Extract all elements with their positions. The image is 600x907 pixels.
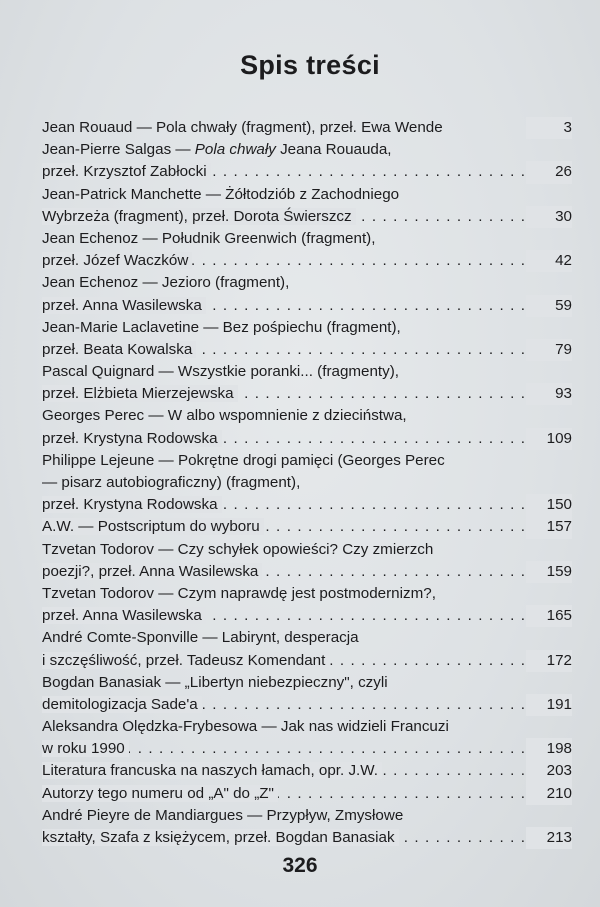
toc-line <box>42 783 572 805</box>
toc-entry-text: poezji?, przeł. Anna Wasilewska <box>42 563 262 580</box>
toc-page-number: 79 <box>526 339 572 361</box>
toc-page-number: 42 <box>526 250 572 272</box>
toc-line <box>42 650 572 672</box>
toc-entry-text: przeł. Krystyna Rodowska <box>42 496 222 513</box>
toc-line <box>42 317 572 339</box>
toc-line <box>42 361 572 383</box>
toc-entry-text-part: Jean-Pierre Salgas — <box>42 141 195 159</box>
toc-entry-text: Wybrzeża (fragment), przeł. Dorota Świerszcz <box>42 208 356 225</box>
toc-entry-text: — pisarz autobiograficzny) (fragment), <box>42 474 301 491</box>
toc-entry-text: przeł. Beata Kowalska <box>42 341 196 358</box>
toc-entry-text: Autorzy tego numeru od „A" do „Z" <box>42 785 278 802</box>
toc-entry-text: Aleksandra Olędzka-Frybesowa — Jak nas widzieli Francuzi <box>42 718 449 736</box>
toc-entry-text: i szczęśliwość, przeł. Tadeusz Komendant <box>42 652 329 669</box>
toc-line <box>42 428 572 450</box>
toc-page-number: 59 <box>526 295 572 317</box>
page-title: Spis treści <box>240 50 380 80</box>
toc-line <box>42 339 572 361</box>
toc-entry-text: Literatura francuska na naszych łamach, opr. J.W. <box>42 762 382 779</box>
toc-page-number: 198 <box>526 738 572 760</box>
toc-page-number: 191 <box>526 694 572 716</box>
toc-entry-text: demitologizacja Sade'a <box>42 696 202 713</box>
toc-line <box>42 494 572 516</box>
toc-page-number: 157 <box>526 516 572 538</box>
toc-line <box>42 760 572 782</box>
toc-page-number: 93 <box>526 383 572 405</box>
toc-entry-text: André Pieyre de Mandiargues — Przypływ, Zmysłowe <box>42 806 404 824</box>
toc-entry-text: przeł. Józef Waczków <box>42 252 192 269</box>
toc-page-number: 213 <box>526 827 572 849</box>
toc-entry-text: Pascal Quignard — Wszystkie poranki... (fragmenty), <box>42 363 400 381</box>
toc-line <box>42 805 572 827</box>
toc-page-number: 203 <box>526 760 572 782</box>
toc-line <box>42 694 572 716</box>
toc-page-number: 3 <box>526 117 572 139</box>
toc-line <box>42 561 572 583</box>
toc-line <box>42 139 572 161</box>
table-of-contents <box>42 117 572 849</box>
toc-page-number: 26 <box>526 161 572 183</box>
toc-entry-text: przeł. Krzysztof Zabłocki <box>42 163 211 180</box>
toc-entry-text: w roku 1990 <box>42 740 129 757</box>
toc-entry-text: przeł. Anna Wasilewska <box>42 607 206 624</box>
toc-line <box>42 716 572 738</box>
toc-line <box>42 184 572 206</box>
toc-line <box>42 605 572 627</box>
toc-line <box>42 295 572 317</box>
toc-line <box>42 450 572 472</box>
toc-entry-text: A.W. — Postscriptum do wyboru <box>42 518 264 535</box>
toc-entry-text: przeł. Elżbieta Mierzejewska <box>42 385 238 402</box>
toc-page-number: 210 <box>526 783 572 805</box>
toc-entry-text: Georges Perec — W albo wspomnienie z dzieciństwa, <box>42 407 407 425</box>
toc-entry-text: Jean Echenoz — Południk Greenwich (fragment), <box>42 229 376 247</box>
toc-entry-text: przeł. Anna Wasilewska <box>42 297 206 314</box>
toc-line <box>42 539 572 561</box>
toc-entry-text: kształty, Szafa z księżycem, przeł. Bogdan Banasiak <box>42 829 399 846</box>
toc-page-number: 172 <box>526 650 572 672</box>
toc-line <box>42 827 572 849</box>
toc-page-number: 159 <box>526 561 572 583</box>
toc-page-number: 30 <box>526 206 572 228</box>
toc-line <box>42 627 572 649</box>
toc-entry-text-part: Jeana Rouauda, <box>275 141 392 159</box>
toc-line <box>42 583 572 605</box>
toc-entry-text: Philippe Lejeune — Pokrętne drogi pamięci (Georges Perec <box>42 451 445 469</box>
toc-page-number: 165 <box>526 605 572 627</box>
toc-entry-text <box>42 141 396 158</box>
toc-page-number: 109 <box>526 428 572 450</box>
toc-line <box>42 228 572 250</box>
toc-line <box>42 250 572 272</box>
toc-line <box>42 383 572 405</box>
toc-entry-text: Jean-Marie Laclavetine — Bez pośpiechu (fragment), <box>42 318 401 336</box>
page-number: 326 <box>282 854 318 877</box>
toc-entry-text: Bogdan Banasiak — „Libertyn niebezpieczny", czyli <box>42 673 388 691</box>
toc-line <box>42 117 572 139</box>
toc-entry-text: Tzvetan Todorov — Czy schyłek opowieści? Czy zmierzch <box>42 540 434 558</box>
toc-line <box>42 206 572 228</box>
toc-page-number: 150 <box>526 494 572 516</box>
toc-entry-text: Jean Rouaud — Pola chwały (fragment), przeł. Ewa Wende <box>42 119 443 136</box>
toc-line <box>42 272 572 294</box>
toc-line <box>42 672 572 694</box>
toc-entry-text: André Comte-Sponville — Labirynt, desperacja <box>42 629 359 647</box>
toc-line <box>42 161 572 183</box>
toc-entry-text: Jean-Patrick Manchette — Żółtodziób z Zachodniego <box>42 185 400 203</box>
toc-line <box>42 516 572 538</box>
toc-line <box>42 405 572 427</box>
toc-entry-text: Tzvetan Todorov — Czym naprawdę jest postmodernizm?, <box>42 584 436 602</box>
toc-entry-text: przeł. Krystyna Rodowska <box>42 430 222 447</box>
toc-entry-italic-title: Pola chwały <box>194 141 276 159</box>
toc-entry-text: Jean Echenoz — Jezioro (fragment), <box>42 274 290 292</box>
toc-line <box>42 738 572 760</box>
toc-line <box>42 472 572 494</box>
